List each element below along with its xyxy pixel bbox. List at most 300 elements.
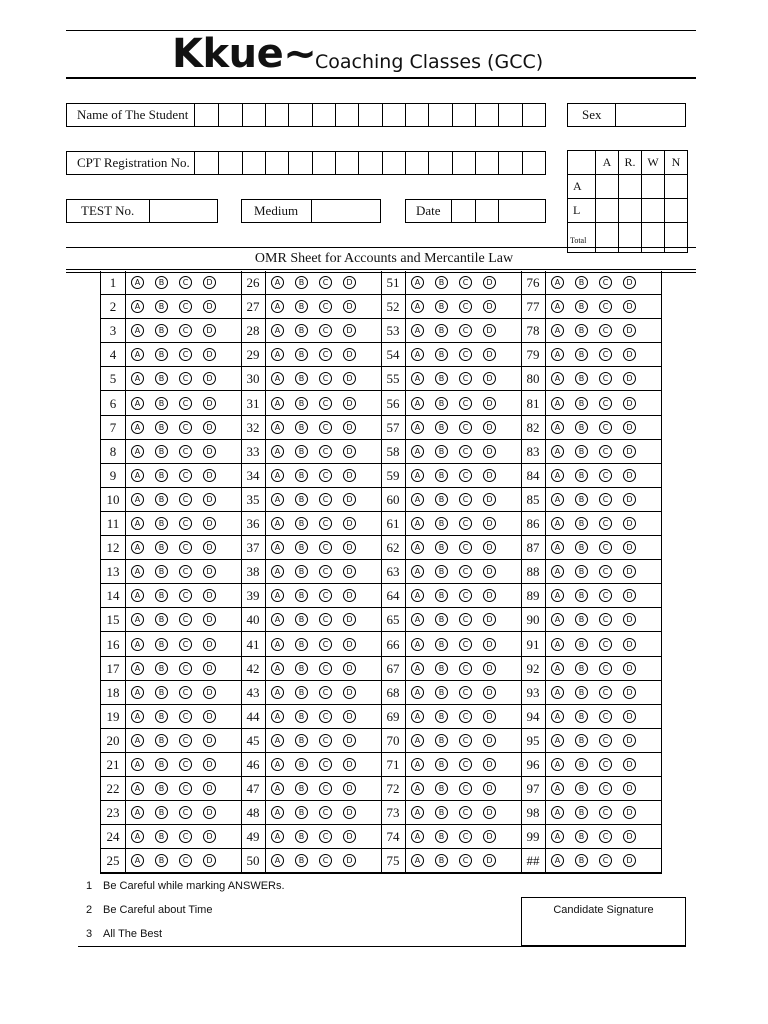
answer-bubble-b[interactable]: B: [435, 758, 448, 771]
answer-bubble-b[interactable]: B: [155, 782, 168, 795]
answer-bubble-d[interactable]: D: [623, 782, 636, 795]
answer-bubble-d[interactable]: D: [203, 372, 216, 385]
answer-bubble-c[interactable]: C: [179, 397, 192, 410]
answer-bubble-c[interactable]: C: [599, 397, 612, 410]
answer-bubble-d[interactable]: D: [483, 830, 496, 843]
answer-bubble-b[interactable]: B: [435, 686, 448, 699]
answer-bubble-b[interactable]: B: [295, 782, 308, 795]
answer-bubble-c[interactable]: C: [319, 589, 332, 602]
answer-bubble-b[interactable]: B: [295, 276, 308, 289]
answer-bubble-b[interactable]: B: [435, 734, 448, 747]
answer-bubble-d[interactable]: D: [623, 276, 636, 289]
answer-bubble-b[interactable]: B: [295, 734, 308, 747]
answer-bubble-c[interactable]: C: [179, 830, 192, 843]
answer-bubble-c[interactable]: C: [459, 638, 472, 651]
answer-bubble-b[interactable]: B: [155, 421, 168, 434]
answer-bubble-c[interactable]: C: [319, 806, 332, 819]
answer-bubble-b[interactable]: B: [155, 734, 168, 747]
score-cell[interactable]: [619, 175, 642, 199]
answer-bubble-b[interactable]: B: [575, 638, 588, 651]
answer-bubble-a[interactable]: A: [131, 421, 144, 434]
answer-bubble-b[interactable]: B: [295, 300, 308, 313]
answer-bubble-a[interactable]: A: [551, 589, 564, 602]
answer-bubble-a[interactable]: A: [551, 782, 564, 795]
answer-bubble-d[interactable]: D: [203, 397, 216, 410]
answer-bubble-d[interactable]: D: [623, 300, 636, 313]
answer-bubble-d[interactable]: D: [483, 469, 496, 482]
answer-bubble-b[interactable]: B: [435, 276, 448, 289]
answer-bubble-b[interactable]: B: [295, 613, 308, 626]
answer-bubble-a[interactable]: A: [271, 662, 284, 675]
answer-bubble-b[interactable]: B: [435, 638, 448, 651]
answer-bubble-c[interactable]: C: [319, 372, 332, 385]
answer-bubble-d[interactable]: D: [343, 348, 356, 361]
answer-bubble-b[interactable]: B: [435, 806, 448, 819]
sex-field[interactable]: [615, 103, 686, 127]
answer-bubble-b[interactable]: B: [295, 686, 308, 699]
score-cell[interactable]: [665, 175, 688, 199]
answer-bubble-d[interactable]: D: [203, 469, 216, 482]
answer-bubble-c[interactable]: C: [459, 324, 472, 337]
answer-bubble-c[interactable]: C: [599, 348, 612, 361]
answer-bubble-c[interactable]: C: [179, 589, 192, 602]
answer-bubble-c[interactable]: C: [179, 734, 192, 747]
answer-bubble-a[interactable]: A: [411, 493, 424, 506]
answer-bubble-a[interactable]: A: [411, 854, 424, 867]
answer-bubble-a[interactable]: A: [271, 324, 284, 337]
answer-bubble-d[interactable]: D: [203, 445, 216, 458]
answer-bubble-b[interactable]: B: [155, 324, 168, 337]
answer-bubble-c[interactable]: C: [179, 445, 192, 458]
answer-bubble-b[interactable]: B: [295, 638, 308, 651]
answer-bubble-b[interactable]: B: [295, 758, 308, 771]
answer-bubble-a[interactable]: A: [411, 445, 424, 458]
answer-bubble-b[interactable]: B: [295, 372, 308, 385]
answer-bubble-d[interactable]: D: [343, 276, 356, 289]
answer-bubble-a[interactable]: A: [271, 613, 284, 626]
answer-bubble-c[interactable]: C: [319, 469, 332, 482]
answer-bubble-a[interactable]: A: [131, 782, 144, 795]
answer-bubble-c[interactable]: C: [319, 565, 332, 578]
answer-bubble-b[interactable]: B: [295, 541, 308, 554]
answer-bubble-c[interactable]: C: [459, 782, 472, 795]
answer-bubble-d[interactable]: D: [623, 710, 636, 723]
answer-bubble-d[interactable]: D: [343, 686, 356, 699]
answer-bubble-d[interactable]: D: [343, 565, 356, 578]
score-cell[interactable]: [642, 199, 665, 223]
score-cell[interactable]: [596, 223, 619, 253]
answer-bubble-c[interactable]: C: [319, 758, 332, 771]
answer-bubble-b[interactable]: B: [155, 300, 168, 313]
score-cell[interactable]: [596, 175, 619, 199]
answer-bubble-a[interactable]: A: [131, 662, 144, 675]
score-cell[interactable]: [642, 223, 665, 253]
answer-bubble-c[interactable]: C: [599, 421, 612, 434]
answer-bubble-a[interactable]: A: [411, 397, 424, 410]
answer-bubble-c[interactable]: C: [179, 493, 192, 506]
answer-bubble-a[interactable]: A: [131, 710, 144, 723]
answer-bubble-c[interactable]: C: [179, 782, 192, 795]
answer-bubble-b[interactable]: B: [575, 589, 588, 602]
student-name-cells[interactable]: [194, 103, 546, 127]
answer-bubble-c[interactable]: C: [459, 758, 472, 771]
answer-bubble-b[interactable]: B: [155, 758, 168, 771]
answer-bubble-a[interactable]: A: [411, 300, 424, 313]
answer-bubble-b[interactable]: B: [575, 397, 588, 410]
answer-bubble-d[interactable]: D: [623, 686, 636, 699]
answer-bubble-a[interactable]: A: [551, 276, 564, 289]
answer-bubble-c[interactable]: C: [319, 782, 332, 795]
answer-bubble-c[interactable]: C: [179, 662, 192, 675]
answer-bubble-d[interactable]: D: [483, 662, 496, 675]
answer-bubble-c[interactable]: C: [459, 613, 472, 626]
answer-bubble-d[interactable]: D: [483, 397, 496, 410]
answer-bubble-c[interactable]: C: [179, 276, 192, 289]
answer-bubble-b[interactable]: B: [575, 782, 588, 795]
answer-bubble-a[interactable]: A: [271, 300, 284, 313]
answer-bubble-a[interactable]: A: [551, 421, 564, 434]
answer-bubble-d[interactable]: D: [203, 300, 216, 313]
answer-bubble-d[interactable]: D: [343, 517, 356, 530]
answer-bubble-b[interactable]: B: [435, 517, 448, 530]
answer-bubble-b[interactable]: B: [155, 517, 168, 530]
answer-bubble-a[interactable]: A: [551, 638, 564, 651]
answer-bubble-a[interactable]: A: [411, 830, 424, 843]
answer-bubble-b[interactable]: B: [435, 613, 448, 626]
answer-bubble-d[interactable]: D: [623, 517, 636, 530]
answer-bubble-c[interactable]: C: [599, 686, 612, 699]
answer-bubble-b[interactable]: B: [435, 662, 448, 675]
answer-bubble-c[interactable]: C: [599, 613, 612, 626]
answer-bubble-c[interactable]: C: [599, 782, 612, 795]
answer-bubble-a[interactable]: A: [271, 493, 284, 506]
answer-bubble-d[interactable]: D: [203, 589, 216, 602]
answer-bubble-a[interactable]: A: [411, 565, 424, 578]
answer-bubble-d[interactable]: D: [343, 782, 356, 795]
answer-bubble-d[interactable]: D: [343, 300, 356, 313]
answer-bubble-d[interactable]: D: [483, 300, 496, 313]
answer-bubble-a[interactable]: A: [131, 686, 144, 699]
answer-bubble-b[interactable]: B: [575, 613, 588, 626]
answer-bubble-b[interactable]: B: [575, 445, 588, 458]
answer-bubble-a[interactable]: A: [411, 324, 424, 337]
score-cell[interactable]: [619, 223, 642, 253]
answer-bubble-c[interactable]: C: [459, 300, 472, 313]
answer-bubble-c[interactable]: C: [319, 445, 332, 458]
answer-bubble-c[interactable]: C: [459, 734, 472, 747]
answer-bubble-a[interactable]: A: [131, 806, 144, 819]
answer-bubble-d[interactable]: D: [203, 854, 216, 867]
answer-bubble-c[interactable]: C: [459, 372, 472, 385]
answer-bubble-d[interactable]: D: [623, 734, 636, 747]
answer-bubble-c[interactable]: C: [179, 806, 192, 819]
answer-bubble-c[interactable]: C: [319, 397, 332, 410]
answer-bubble-d[interactable]: D: [203, 662, 216, 675]
answer-bubble-d[interactable]: D: [203, 638, 216, 651]
answer-bubble-a[interactable]: A: [551, 397, 564, 410]
answer-bubble-c[interactable]: C: [459, 445, 472, 458]
answer-bubble-b[interactable]: B: [575, 517, 588, 530]
answer-bubble-b[interactable]: B: [435, 493, 448, 506]
answer-bubble-b[interactable]: B: [575, 348, 588, 361]
answer-bubble-a[interactable]: A: [131, 758, 144, 771]
answer-bubble-b[interactable]: B: [155, 397, 168, 410]
answer-bubble-c[interactable]: C: [459, 806, 472, 819]
answer-bubble-b[interactable]: B: [575, 565, 588, 578]
answer-bubble-a[interactable]: A: [271, 710, 284, 723]
answer-bubble-b[interactable]: B: [155, 854, 168, 867]
answer-bubble-d[interactable]: D: [483, 613, 496, 626]
answer-bubble-d[interactable]: D: [343, 758, 356, 771]
answer-bubble-a[interactable]: A: [551, 710, 564, 723]
answer-bubble-b[interactable]: B: [575, 758, 588, 771]
answer-bubble-a[interactable]: A: [131, 300, 144, 313]
answer-bubble-b[interactable]: B: [575, 734, 588, 747]
answer-bubble-d[interactable]: D: [343, 662, 356, 675]
answer-bubble-b[interactable]: B: [295, 324, 308, 337]
answer-bubble-d[interactable]: D: [343, 397, 356, 410]
answer-bubble-c[interactable]: C: [319, 662, 332, 675]
answer-bubble-b[interactable]: B: [435, 324, 448, 337]
answer-bubble-a[interactable]: A: [411, 686, 424, 699]
answer-bubble-c[interactable]: C: [459, 830, 472, 843]
answer-bubble-d[interactable]: D: [203, 421, 216, 434]
answer-bubble-d[interactable]: D: [203, 782, 216, 795]
answer-bubble-b[interactable]: B: [575, 300, 588, 313]
answer-bubble-c[interactable]: C: [179, 638, 192, 651]
answer-bubble-b[interactable]: B: [435, 372, 448, 385]
answer-bubble-b[interactable]: B: [295, 806, 308, 819]
answer-bubble-a[interactable]: A: [131, 589, 144, 602]
answer-bubble-b[interactable]: B: [435, 710, 448, 723]
answer-bubble-a[interactable]: A: [131, 638, 144, 651]
answer-bubble-b[interactable]: B: [575, 421, 588, 434]
answer-bubble-c[interactable]: C: [599, 662, 612, 675]
answer-bubble-c[interactable]: C: [459, 276, 472, 289]
answer-bubble-c[interactable]: C: [599, 710, 612, 723]
answer-bubble-c[interactable]: C: [179, 710, 192, 723]
answer-bubble-b[interactable]: B: [435, 300, 448, 313]
answer-bubble-c[interactable]: C: [599, 638, 612, 651]
answer-bubble-b[interactable]: B: [435, 421, 448, 434]
answer-bubble-b[interactable]: B: [295, 589, 308, 602]
answer-bubble-c[interactable]: C: [319, 830, 332, 843]
answer-bubble-d[interactable]: D: [483, 324, 496, 337]
answer-bubble-a[interactable]: A: [551, 686, 564, 699]
answer-bubble-b[interactable]: B: [295, 710, 308, 723]
answer-bubble-b[interactable]: B: [575, 324, 588, 337]
answer-bubble-d[interactable]: D: [483, 565, 496, 578]
answer-bubble-d[interactable]: D: [483, 445, 496, 458]
answer-bubble-b[interactable]: B: [575, 469, 588, 482]
answer-bubble-d[interactable]: D: [203, 324, 216, 337]
answer-bubble-d[interactable]: D: [343, 372, 356, 385]
answer-bubble-a[interactable]: A: [131, 372, 144, 385]
answer-bubble-b[interactable]: B: [575, 493, 588, 506]
answer-bubble-c[interactable]: C: [179, 613, 192, 626]
answer-bubble-c[interactable]: C: [179, 541, 192, 554]
answer-bubble-a[interactable]: A: [551, 565, 564, 578]
score-cell[interactable]: [665, 223, 688, 253]
answer-bubble-b[interactable]: B: [155, 276, 168, 289]
answer-bubble-c[interactable]: C: [599, 445, 612, 458]
answer-bubble-b[interactable]: B: [435, 469, 448, 482]
answer-bubble-a[interactable]: A: [551, 324, 564, 337]
answer-bubble-a[interactable]: A: [411, 421, 424, 434]
answer-bubble-a[interactable]: A: [271, 854, 284, 867]
answer-bubble-b[interactable]: B: [435, 565, 448, 578]
answer-bubble-d[interactable]: D: [343, 830, 356, 843]
answer-bubble-c[interactable]: C: [319, 348, 332, 361]
answer-bubble-a[interactable]: A: [551, 854, 564, 867]
answer-bubble-a[interactable]: A: [131, 469, 144, 482]
answer-bubble-d[interactable]: D: [623, 541, 636, 554]
answer-bubble-a[interactable]: A: [131, 493, 144, 506]
answer-bubble-a[interactable]: A: [411, 469, 424, 482]
answer-bubble-d[interactable]: D: [343, 421, 356, 434]
answer-bubble-c[interactable]: C: [459, 541, 472, 554]
answer-bubble-a[interactable]: A: [271, 830, 284, 843]
answer-bubble-d[interactable]: D: [483, 276, 496, 289]
answer-bubble-d[interactable]: D: [343, 324, 356, 337]
answer-bubble-c[interactable]: C: [179, 372, 192, 385]
answer-bubble-b[interactable]: B: [155, 806, 168, 819]
answer-bubble-c[interactable]: C: [319, 638, 332, 651]
answer-bubble-b[interactable]: B: [155, 686, 168, 699]
answer-bubble-c[interactable]: C: [599, 854, 612, 867]
answer-bubble-b[interactable]: B: [295, 469, 308, 482]
answer-bubble-c[interactable]: C: [319, 421, 332, 434]
answer-bubble-a[interactable]: A: [411, 758, 424, 771]
answer-bubble-c[interactable]: C: [599, 565, 612, 578]
score-cell[interactable]: [665, 199, 688, 223]
answer-bubble-d[interactable]: D: [343, 589, 356, 602]
answer-bubble-c[interactable]: C: [179, 686, 192, 699]
test-no-field[interactable]: [149, 199, 218, 223]
answer-bubble-c[interactable]: C: [599, 806, 612, 819]
answer-bubble-a[interactable]: A: [131, 830, 144, 843]
answer-bubble-b[interactable]: B: [155, 493, 168, 506]
answer-bubble-d[interactable]: D: [483, 686, 496, 699]
answer-bubble-a[interactable]: A: [411, 734, 424, 747]
answer-bubble-c[interactable]: C: [179, 348, 192, 361]
answer-bubble-c[interactable]: C: [459, 710, 472, 723]
answer-bubble-c[interactable]: C: [179, 854, 192, 867]
answer-bubble-b[interactable]: B: [295, 517, 308, 530]
answer-bubble-a[interactable]: A: [131, 565, 144, 578]
answer-bubble-a[interactable]: A: [551, 758, 564, 771]
answer-bubble-b[interactable]: B: [435, 830, 448, 843]
answer-bubble-b[interactable]: B: [435, 397, 448, 410]
answer-bubble-c[interactable]: C: [319, 686, 332, 699]
answer-bubble-a[interactable]: A: [411, 806, 424, 819]
answer-bubble-b[interactable]: B: [575, 662, 588, 675]
answer-bubble-d[interactable]: D: [483, 372, 496, 385]
answer-bubble-a[interactable]: A: [271, 348, 284, 361]
answer-bubble-c[interactable]: C: [319, 517, 332, 530]
answer-bubble-a[interactable]: A: [551, 348, 564, 361]
answer-bubble-d[interactable]: D: [623, 469, 636, 482]
answer-bubble-d[interactable]: D: [623, 421, 636, 434]
answer-bubble-a[interactable]: A: [271, 445, 284, 458]
answer-bubble-d[interactable]: D: [203, 276, 216, 289]
answer-bubble-a[interactable]: A: [271, 638, 284, 651]
answer-bubble-c[interactable]: C: [599, 300, 612, 313]
answer-bubble-b[interactable]: B: [155, 830, 168, 843]
answer-bubble-a[interactable]: A: [131, 541, 144, 554]
answer-bubble-b[interactable]: B: [435, 445, 448, 458]
answer-bubble-c[interactable]: C: [459, 421, 472, 434]
answer-bubble-c[interactable]: C: [319, 734, 332, 747]
answer-bubble-c[interactable]: C: [179, 469, 192, 482]
answer-bubble-c[interactable]: C: [599, 758, 612, 771]
date-cells[interactable]: [451, 199, 546, 223]
answer-bubble-a[interactable]: A: [411, 638, 424, 651]
answer-bubble-d[interactable]: D: [483, 638, 496, 651]
answer-bubble-c[interactable]: C: [179, 300, 192, 313]
answer-bubble-d[interactable]: D: [483, 589, 496, 602]
answer-bubble-d[interactable]: D: [343, 469, 356, 482]
answer-bubble-c[interactable]: C: [599, 372, 612, 385]
answer-bubble-d[interactable]: D: [623, 758, 636, 771]
answer-bubble-b[interactable]: B: [435, 541, 448, 554]
answer-bubble-b[interactable]: B: [155, 613, 168, 626]
answer-bubble-c[interactable]: C: [319, 276, 332, 289]
answer-bubble-c[interactable]: C: [179, 758, 192, 771]
answer-bubble-a[interactable]: A: [551, 734, 564, 747]
answer-bubble-b[interactable]: B: [295, 662, 308, 675]
answer-bubble-c[interactable]: C: [319, 541, 332, 554]
answer-bubble-d[interactable]: D: [623, 565, 636, 578]
answer-bubble-d[interactable]: D: [483, 758, 496, 771]
answer-bubble-a[interactable]: A: [131, 445, 144, 458]
answer-bubble-d[interactable]: D: [483, 710, 496, 723]
answer-bubble-a[interactable]: A: [131, 348, 144, 361]
answer-bubble-d[interactable]: D: [203, 348, 216, 361]
answer-bubble-b[interactable]: B: [295, 445, 308, 458]
answer-bubble-a[interactable]: A: [411, 613, 424, 626]
answer-bubble-b[interactable]: B: [155, 348, 168, 361]
answer-bubble-b[interactable]: B: [575, 541, 588, 554]
answer-bubble-c[interactable]: C: [459, 565, 472, 578]
answer-bubble-a[interactable]: A: [131, 613, 144, 626]
answer-bubble-b[interactable]: B: [295, 565, 308, 578]
answer-bubble-a[interactable]: A: [131, 734, 144, 747]
answer-bubble-a[interactable]: A: [271, 469, 284, 482]
answer-bubble-c[interactable]: C: [319, 613, 332, 626]
answer-bubble-d[interactable]: D: [483, 734, 496, 747]
answer-bubble-a[interactable]: A: [411, 276, 424, 289]
answer-bubble-c[interactable]: C: [599, 830, 612, 843]
answer-bubble-d[interactable]: D: [623, 830, 636, 843]
answer-bubble-a[interactable]: A: [411, 348, 424, 361]
answer-bubble-d[interactable]: D: [203, 710, 216, 723]
answer-bubble-b[interactable]: B: [155, 662, 168, 675]
answer-bubble-c[interactable]: C: [459, 854, 472, 867]
answer-bubble-a[interactable]: A: [271, 541, 284, 554]
answer-bubble-a[interactable]: A: [551, 613, 564, 626]
answer-bubble-c[interactable]: C: [179, 565, 192, 578]
answer-bubble-d[interactable]: D: [483, 517, 496, 530]
answer-bubble-a[interactable]: A: [271, 421, 284, 434]
answer-bubble-c[interactable]: C: [459, 397, 472, 410]
answer-bubble-b[interactable]: B: [295, 348, 308, 361]
answer-bubble-a[interactable]: A: [271, 517, 284, 530]
answer-bubble-b[interactable]: B: [295, 397, 308, 410]
answer-bubble-d[interactable]: D: [203, 734, 216, 747]
answer-bubble-c[interactable]: C: [459, 686, 472, 699]
answer-bubble-d[interactable]: D: [623, 397, 636, 410]
